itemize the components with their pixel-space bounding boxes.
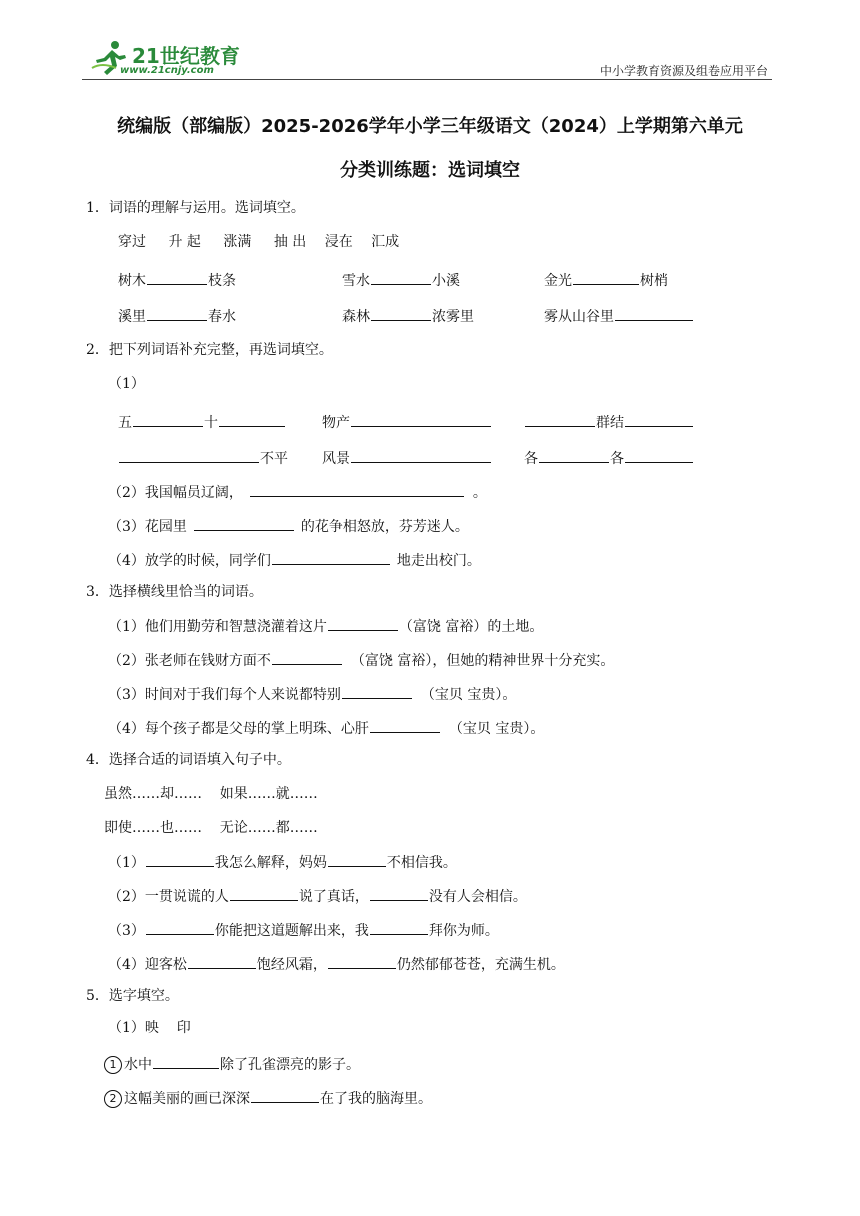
answer-blank[interactable] — [370, 716, 440, 733]
answer-blank[interactable] — [119, 446, 259, 463]
q1-stem: 1．词语的理解与运用。选词填空。 — [86, 200, 305, 216]
answer-blank[interactable] — [371, 304, 431, 321]
answer-blank[interactable] — [625, 446, 693, 463]
word-option: 涨满 — [223, 234, 252, 250]
q1-word-bank — [118, 232, 399, 252]
answer-blank[interactable] — [147, 268, 207, 285]
platform-name: 中小学教育资源及组卷应用平台 — [599, 64, 768, 78]
q4-options: 虽然……却…… 如果……就…… — [104, 786, 318, 802]
word-option: 抽 出 — [273, 234, 307, 250]
q2-idiom: 物产 — [322, 410, 492, 433]
circled-number: 2 — [104, 1090, 122, 1108]
answer-blank[interactable] — [342, 682, 412, 699]
q3-sentence: （2）张老师在钱财方面不 （富饶 富裕），但她的精神世界十分充实。 — [108, 648, 614, 671]
q3-sentence: （4）每个孩子都是父母的掌上明珠、心肝 （宝贝 宝贵）。 — [108, 716, 544, 739]
q1-item: 金光 树梢 — [544, 268, 668, 291]
answer-blank[interactable] — [351, 410, 491, 427]
q2-sentence: （3）花园里 的花争相怒放，芬芳迷人。 — [108, 514, 469, 537]
q2-idiom: 不平 — [118, 446, 288, 469]
answer-blank[interactable] — [370, 884, 428, 901]
page-title-line2: 分类训练题：选词填空 — [340, 160, 520, 181]
q4-sentence: （3） 你能把这道题解出来，我 拜你为师。 — [108, 918, 499, 941]
q2-idiom: 五 十 — [118, 410, 286, 433]
q2-stem: 2．把下列词语补充完整，再选词填空。 — [86, 342, 333, 358]
answer-blank[interactable] — [615, 304, 693, 321]
q2-part1-label: （1） — [108, 376, 145, 392]
word-option: 汇成 — [371, 234, 400, 250]
q4-sentence: （1） 我怎么解释，妈妈 不相信我。 — [108, 850, 457, 873]
answer-blank[interactable] — [250, 480, 464, 497]
word-option: 升 起 — [168, 234, 201, 250]
q5-stem: 5．选字填空。 — [86, 988, 179, 1004]
q3-stem: 3．选择横线里恰当的词语。 — [86, 584, 263, 600]
answer-blank[interactable] — [153, 1052, 219, 1069]
q5-item: 1 水中 除了孔雀漂亮的影子。 — [104, 1052, 360, 1075]
q1-item: 树木 枝条 — [118, 268, 236, 291]
page-header — [82, 38, 772, 80]
q2-idiom: 各 各 — [524, 446, 694, 469]
header-divider — [82, 79, 772, 80]
q5-part1-label: （1）映 印 — [108, 1020, 191, 1036]
answer-blank[interactable] — [133, 410, 203, 427]
logo-text: 21世纪教育 — [132, 44, 240, 68]
q1-item: 雪水 小溪 — [342, 268, 460, 291]
answer-blank[interactable] — [272, 548, 390, 565]
page-title-line1: 统编版（部编版）2025-2026学年小学三年级语文（2024）上学期第六单元 — [117, 116, 743, 137]
answer-blank[interactable] — [573, 268, 639, 285]
answer-blank[interactable] — [147, 304, 207, 321]
answer-blank[interactable] — [351, 446, 491, 463]
q3-sentence: （1）他们用勤劳和智慧浇灌着这片 （富饶 富裕）的土地。 — [108, 614, 543, 637]
q1-item: 森林 浓雾里 — [342, 304, 474, 327]
logo-url: www.21cnjy.com — [120, 65, 214, 76]
answer-blank[interactable] — [371, 268, 431, 285]
circled-number: 1 — [104, 1056, 122, 1074]
answer-blank[interactable] — [328, 614, 398, 631]
q3-sentence: （3）时间对于我们每个人来说都特别 （宝贝 宝贵）。 — [108, 682, 516, 705]
q1-item: 溪里 春水 — [118, 304, 236, 327]
q2-sentence: （4）放学的时候，同学们 地走出校门。 — [108, 548, 481, 571]
q2-sentence: （2）我国幅员辽阔， 。 — [108, 480, 487, 503]
answer-blank[interactable] — [194, 514, 294, 531]
answer-blank[interactable] — [146, 850, 214, 867]
q2-idiom: 风景 — [322, 446, 492, 469]
answer-blank[interactable] — [251, 1086, 319, 1103]
answer-blank[interactable] — [146, 918, 214, 935]
q4-options: 即使……也…… 无论……都…… — [104, 820, 318, 836]
word-option: 穿过 — [118, 234, 146, 250]
answer-blank[interactable] — [625, 410, 693, 427]
answer-blank[interactable] — [328, 952, 396, 969]
word-option: 浸在 — [324, 234, 353, 250]
answer-blank[interactable] — [230, 884, 298, 901]
q4-stem: 4．选择合适的词语填入句子中。 — [86, 752, 291, 768]
answer-blank[interactable] — [370, 918, 428, 935]
q5-item: 2 这幅美丽的画已深深 在了我的脑海里。 — [104, 1086, 432, 1109]
q4-sentence: （4）迎客松 饱经风霜， 仍然郁郁苍苍，充满生机。 — [108, 952, 565, 975]
q1-item: 雾从山谷里 — [544, 304, 694, 327]
answer-blank[interactable] — [539, 446, 609, 463]
answer-blank[interactable] — [219, 410, 285, 427]
q4-sentence: （2）一贯说谎的人 说了真话， 没有人会相信。 — [108, 884, 527, 907]
answer-blank[interactable] — [188, 952, 256, 969]
q2-idiom: 群结 — [524, 410, 694, 433]
answer-blank[interactable] — [525, 410, 595, 427]
answer-blank[interactable] — [328, 850, 386, 867]
site-logo — [90, 38, 260, 78]
answer-blank[interactable] — [272, 648, 342, 665]
